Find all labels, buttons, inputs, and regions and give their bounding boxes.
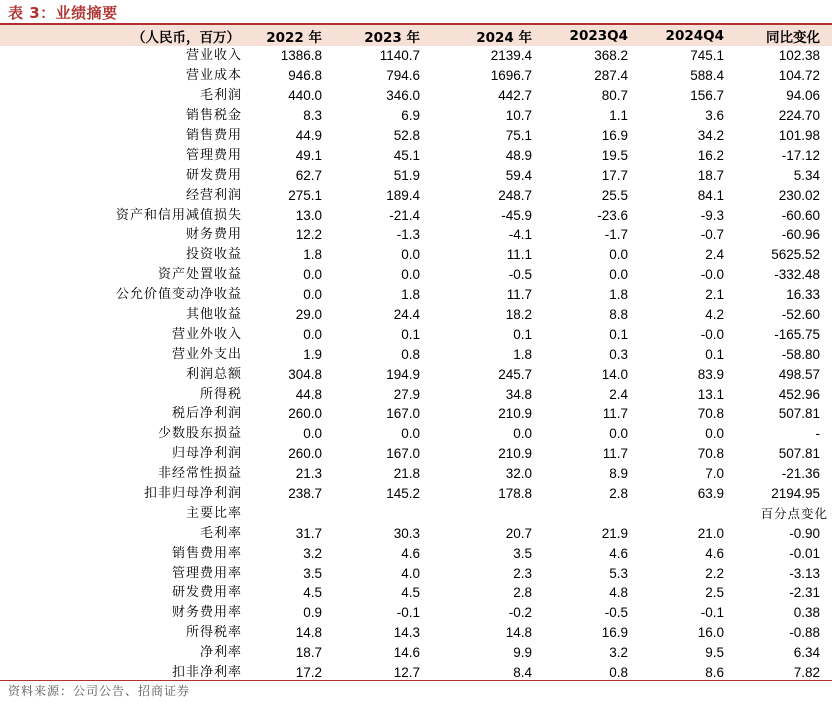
table-cell xyxy=(432,503,544,523)
table-row xyxy=(0,86,832,106)
table-cell: 70.8 xyxy=(697,446,724,462)
table-cell: 248.7 xyxy=(498,187,532,203)
table-cell: -332.48 xyxy=(774,267,820,283)
table-cell: 6.9 xyxy=(401,108,420,124)
table-cell: 51.9 xyxy=(393,167,420,183)
table-cell: 6.34 xyxy=(793,645,820,661)
row-label: 投资收益 xyxy=(185,247,242,263)
row-label: 营业收入 xyxy=(185,48,242,64)
table-cell: 10.7 xyxy=(505,108,532,124)
table-cell: 14.8 xyxy=(505,625,532,641)
table-cell: 1.8 xyxy=(513,346,532,362)
table-cell: 80.7 xyxy=(601,88,628,104)
table-cell: -0.1 xyxy=(700,605,724,621)
table-row xyxy=(0,444,832,464)
table-row xyxy=(0,66,832,86)
row-label: 管理费用率 xyxy=(171,565,242,581)
row-label: 其他收益 xyxy=(185,307,242,323)
table-cell: -0.0 xyxy=(700,267,724,283)
table-cell: - xyxy=(815,426,820,442)
table-cell: 1386.8 xyxy=(280,48,322,64)
table-cell: 245.7 xyxy=(498,366,532,382)
table-cell: -1.3 xyxy=(396,227,420,243)
row-label: 所得税率 xyxy=(185,625,242,641)
table-cell: 4.8 xyxy=(609,585,628,601)
row-label: 毛利率 xyxy=(199,525,242,541)
table-cell: 745.1 xyxy=(690,48,724,64)
table-cell: 14.0 xyxy=(601,366,628,382)
table-cell: 1140.7 xyxy=(379,48,420,64)
table-cell: 238.7 xyxy=(288,486,322,502)
table-cell: 0.0 xyxy=(609,426,628,442)
row-label: 税后净利润 xyxy=(171,406,242,422)
table-cell: 0.1 xyxy=(513,326,532,342)
table-cell: 260.0 xyxy=(288,446,322,462)
row-label: 销售费用率 xyxy=(171,545,242,561)
table-cell: 5.34 xyxy=(793,167,820,183)
table-row xyxy=(0,126,832,146)
row-label: 扣非归母净利润 xyxy=(143,486,242,502)
table-cell: 0.0 xyxy=(303,267,322,283)
header-col-2023q4: 2023Q4 xyxy=(544,25,640,46)
table-cell: 14.3 xyxy=(393,625,420,641)
table-cell: -1.7 xyxy=(604,227,628,243)
table-cell: 0.3 xyxy=(609,346,628,362)
row-label: 毛利润 xyxy=(199,88,242,104)
table-cell: 1.8 xyxy=(609,287,628,303)
row-label: 资产处置收益 xyxy=(157,267,242,283)
table-row xyxy=(0,503,832,523)
table-cell: -0.2 xyxy=(508,605,532,621)
table-cell: 507.81 xyxy=(778,446,820,462)
table-cell: 0.0 xyxy=(609,267,628,283)
row-label: 经营利润 xyxy=(185,187,242,203)
header-col-2022: 2022 年 xyxy=(248,25,334,46)
table-cell: 189.4 xyxy=(386,187,420,203)
table-cell: 0.0 xyxy=(705,426,724,442)
table-cell: 2194.95 xyxy=(771,486,820,502)
row-label: 资产和信用减值损失 xyxy=(115,207,242,223)
table-cell: 224.70 xyxy=(778,108,820,124)
table-cell: 16.33 xyxy=(786,287,820,303)
row-label: 营业外支出 xyxy=(171,346,242,362)
table-cell: 101.98 xyxy=(778,128,820,143)
table-cell: 210.9 xyxy=(498,446,532,462)
table-cell: 104.72 xyxy=(778,68,820,84)
row-label: 销售税金 xyxy=(185,108,242,124)
table-row xyxy=(0,523,832,543)
table-cell: 94.06 xyxy=(786,88,820,104)
table-row xyxy=(0,106,832,126)
table-cell: 12.7 xyxy=(393,665,420,681)
table-row xyxy=(0,205,832,225)
table-cell: 0.1 xyxy=(705,346,724,362)
table-cell: -0.1 xyxy=(396,605,420,621)
row-label: 所得税 xyxy=(199,386,242,402)
table-cell: 34.2 xyxy=(697,128,724,143)
table-row xyxy=(0,185,832,205)
table-cell: 4.6 xyxy=(609,545,628,561)
table-cell: 2.8 xyxy=(513,585,532,601)
table-cell: 11.7 xyxy=(602,446,628,462)
table-cell: -0.90 xyxy=(789,525,820,541)
table-cell: 11.1 xyxy=(506,247,532,263)
table-cell: 1.8 xyxy=(303,247,322,263)
table-cell: 59.4 xyxy=(505,167,532,183)
table-row xyxy=(0,364,832,384)
table-row xyxy=(0,563,832,583)
table-cell: 3.5 xyxy=(513,545,532,561)
table-cell: -17.12 xyxy=(781,147,820,163)
table-cell: 14.8 xyxy=(295,625,322,641)
table-cell: 5625.52 xyxy=(771,247,820,263)
header-col-2024: 2024 年 xyxy=(432,25,544,46)
table-cell: -0.88 xyxy=(789,625,820,641)
table-cell: -23.6 xyxy=(597,207,628,223)
table-row xyxy=(0,305,832,325)
table-cell: 9.9 xyxy=(513,645,532,661)
header-unit-label: （人民币，百万） xyxy=(0,25,248,46)
table-cell: 0.1 xyxy=(609,326,628,342)
table-cell: 1.1 xyxy=(609,108,628,124)
table-cell: 34.8 xyxy=(505,386,532,402)
table-cell: 16.0 xyxy=(697,625,724,641)
table-cell: 2.1 xyxy=(705,287,724,303)
table-cell: 11.7 xyxy=(506,287,532,303)
table-cell: 946.8 xyxy=(288,68,322,84)
row-label: 营业成本 xyxy=(185,68,242,84)
table-cell: -0.7 xyxy=(700,227,724,243)
table-cell: 230.02 xyxy=(778,187,820,203)
table-row xyxy=(0,484,832,504)
table-cell: 21.3 xyxy=(295,466,322,482)
table-cell: 19.5 xyxy=(601,147,628,163)
table-cell: 4.0 xyxy=(401,565,420,581)
table-cell: -165.75 xyxy=(774,326,820,342)
table-row xyxy=(0,543,832,563)
table-cell: 49.1 xyxy=(295,147,322,163)
table-cell: 368.2 xyxy=(594,48,628,64)
table-cell: 287.4 xyxy=(594,68,628,84)
table-cell: 452.96 xyxy=(778,386,820,402)
table-cell: 2.3 xyxy=(513,565,532,581)
table-cell: 4.5 xyxy=(303,585,322,601)
table-cell: 156.7 xyxy=(690,88,724,104)
table-cell: 167.0 xyxy=(386,446,420,462)
table-cell: 0.38 xyxy=(793,605,820,621)
table-cell: 2.4 xyxy=(705,247,724,263)
table-cell: 75.1 xyxy=(505,128,532,143)
row-label: 财务费用率 xyxy=(171,605,242,621)
table-cell: 27.9 xyxy=(393,386,420,402)
table-cell: 21.8 xyxy=(393,466,420,482)
table-cell: 13.0 xyxy=(295,207,322,223)
table-cell: 442.7 xyxy=(498,88,532,104)
row-label: 利润总额 xyxy=(185,366,242,382)
table-row xyxy=(0,424,832,444)
table-cell: 62.7 xyxy=(295,167,322,183)
table-cell: -21.36 xyxy=(781,466,820,482)
table-row xyxy=(0,225,832,245)
table-cell: 275.1 xyxy=(288,187,322,203)
table-cell: -0.5 xyxy=(508,267,532,283)
table-cell: 25.5 xyxy=(601,187,628,203)
table-cell: -0.01 xyxy=(789,545,820,561)
table-cell: 8.6 xyxy=(705,665,724,681)
table-row xyxy=(0,145,832,165)
table-cell xyxy=(544,503,640,523)
row-label: 少数股东损益 xyxy=(157,426,242,442)
table-cell: 17.2 xyxy=(295,665,322,681)
table-cell: -60.60 xyxy=(781,207,820,223)
row-label: 公允价值变动净收益 xyxy=(115,287,242,303)
table-row xyxy=(0,404,832,424)
row-label: 研发费用 xyxy=(185,167,242,183)
table-cell: 0.0 xyxy=(401,247,420,263)
table-cell: -2.31 xyxy=(789,585,820,601)
table-cell: 4.6 xyxy=(705,545,724,561)
table-cell: 12.2 xyxy=(295,227,322,243)
row-label: 财务费用 xyxy=(185,227,242,243)
table-cell: -9.3 xyxy=(700,207,724,223)
table-cell: 3.2 xyxy=(303,545,322,561)
table-cell: -21.4 xyxy=(389,207,420,223)
row-label: 销售费用 xyxy=(185,128,242,143)
table-cell: 3.5 xyxy=(303,565,322,581)
table-cell: 2.4 xyxy=(609,386,628,402)
table-cell: 0.0 xyxy=(401,267,420,283)
table-cell: -45.9 xyxy=(501,207,532,223)
table-cell: -60.96 xyxy=(781,227,820,243)
table-cell: 2139.4 xyxy=(490,48,532,64)
table-row xyxy=(0,603,832,623)
table-cell: 9.5 xyxy=(705,645,724,661)
table-cell: 0.8 xyxy=(401,346,420,362)
table-cell: 16.2 xyxy=(697,147,724,163)
table-cell: 0.1 xyxy=(401,326,420,342)
table-cell: 498.57 xyxy=(778,366,820,382)
table-cell: 7.82 xyxy=(793,665,820,681)
table-cell: 44.8 xyxy=(295,386,322,402)
bottom-divider xyxy=(0,680,832,681)
table-cell: -0.5 xyxy=(604,605,628,621)
table-cell: 194.9 xyxy=(386,366,420,382)
table-cell: -3.13 xyxy=(789,565,820,581)
table-cell: 4.6 xyxy=(401,545,420,561)
table-cell: 102.38 xyxy=(778,48,820,64)
table-cell: 0.9 xyxy=(303,605,322,621)
table-row xyxy=(0,165,832,185)
table-cell: 2.8 xyxy=(609,486,628,502)
table-row xyxy=(0,384,832,404)
table-cell: 0.0 xyxy=(303,426,322,442)
table-cell: 21.9 xyxy=(601,525,628,541)
performance-summary-table xyxy=(0,25,832,683)
table-cell: 21.0 xyxy=(697,525,724,541)
table-cell: 5.3 xyxy=(609,565,628,581)
table-cell: -4.1 xyxy=(508,227,532,243)
table-cell: 14.6 xyxy=(393,645,420,661)
table-cell: 8.8 xyxy=(609,307,628,323)
table-cell xyxy=(334,503,432,523)
table-row xyxy=(0,285,832,305)
table-cell: 0.0 xyxy=(513,426,532,442)
table-cell: 167.0 xyxy=(386,406,420,422)
table-cell: 31.7 xyxy=(295,525,322,541)
row-label: 研发费用率 xyxy=(171,585,242,601)
table-cell: 83.9 xyxy=(697,366,724,382)
row-label: 非经常性损益 xyxy=(157,466,242,482)
table-row xyxy=(0,324,832,344)
table-cell: 52.8 xyxy=(393,128,420,143)
table-cell: 794.6 xyxy=(386,68,420,84)
table-cell: 18.7 xyxy=(295,645,322,661)
table-cell: 百分点变化 xyxy=(760,505,828,521)
table-cell: 2.2 xyxy=(705,565,724,581)
table-cell: 18.2 xyxy=(505,307,532,323)
table-row xyxy=(0,46,832,66)
header-col-yoy-change: 同比变化 xyxy=(736,25,832,46)
table-cell: 0.0 xyxy=(609,247,628,263)
table-cell: 4.5 xyxy=(401,585,420,601)
table-cell: 84.1 xyxy=(697,187,724,203)
table-cell: 0.0 xyxy=(401,426,420,442)
table-cell: 0.0 xyxy=(303,287,322,303)
table-cell: 18.7 xyxy=(697,167,724,183)
table-cell: 48.9 xyxy=(505,147,532,163)
row-label: 营业外收入 xyxy=(171,326,242,342)
table-cell: 588.4 xyxy=(690,68,724,84)
table-title: 表 3：业绩摘要 xyxy=(8,4,118,22)
table-cell: 17.7 xyxy=(601,167,628,183)
table-cell: 178.8 xyxy=(498,486,532,502)
table-cell xyxy=(640,503,736,523)
table-cell: 63.9 xyxy=(697,486,724,502)
row-label: 归母净利润 xyxy=(171,446,242,462)
table-row xyxy=(0,344,832,364)
table-cell: 1.9 xyxy=(303,346,322,362)
table-cell: 16.9 xyxy=(601,128,628,143)
table-cell: 1696.7 xyxy=(490,68,532,84)
table-cell: 4.2 xyxy=(705,307,724,323)
table-row xyxy=(0,245,832,265)
table-row xyxy=(0,623,832,643)
header-col-2024q4: 2024Q4 xyxy=(640,25,736,46)
table-row xyxy=(0,583,832,603)
table-cell: 8.4 xyxy=(513,665,532,681)
table-cell: -0.0 xyxy=(700,326,724,342)
table-cell: 346.0 xyxy=(386,88,420,104)
table-row xyxy=(0,464,832,484)
table-cell: 32.0 xyxy=(505,466,532,482)
table-cell: 304.8 xyxy=(288,366,322,382)
table-cell: 440.0 xyxy=(288,88,322,104)
table-cell: 507.81 xyxy=(778,406,820,422)
table-cell: 260.0 xyxy=(288,406,322,422)
table-cell: 8.9 xyxy=(609,466,628,482)
table-cell: -52.60 xyxy=(781,307,820,323)
table-cell: 8.3 xyxy=(303,108,322,124)
row-label: 主要比率 xyxy=(185,505,242,521)
table-cell: 11.7 xyxy=(602,406,628,422)
table-cell: 3.2 xyxy=(609,645,628,661)
table-cell: -58.80 xyxy=(781,346,820,362)
table-cell: 3.6 xyxy=(705,108,724,124)
table-cell: 7.0 xyxy=(705,466,724,482)
table-cell: 145.2 xyxy=(386,486,420,502)
table-cell: 1.8 xyxy=(401,287,420,303)
table-row xyxy=(0,265,832,285)
table-header-row xyxy=(0,25,832,46)
row-label: 净利率 xyxy=(199,645,242,661)
table-cell: 2.5 xyxy=(705,585,724,601)
table-cell: 0.8 xyxy=(609,665,628,681)
table-cell: 16.9 xyxy=(601,625,628,641)
source-note: 资料来源：公司公告、招商证券 xyxy=(8,684,191,698)
table-row xyxy=(0,643,832,663)
table-cell: 24.4 xyxy=(393,307,420,323)
table-cell: 20.7 xyxy=(505,525,532,541)
table-cell: 70.8 xyxy=(697,406,724,422)
table-cell: 210.9 xyxy=(498,406,532,422)
header-col-2023: 2023 年 xyxy=(334,25,432,46)
table-cell xyxy=(248,503,334,523)
table-cell: 30.3 xyxy=(393,525,420,541)
table-cell: 0.0 xyxy=(303,326,322,342)
row-label: 管理费用 xyxy=(185,147,242,163)
table-cell: 45.1 xyxy=(393,147,420,163)
table-cell: 44.9 xyxy=(295,128,322,143)
table-cell: 13.1 xyxy=(697,386,724,402)
row-label: 扣非净利率 xyxy=(171,665,242,681)
table-cell: 29.0 xyxy=(295,307,322,323)
